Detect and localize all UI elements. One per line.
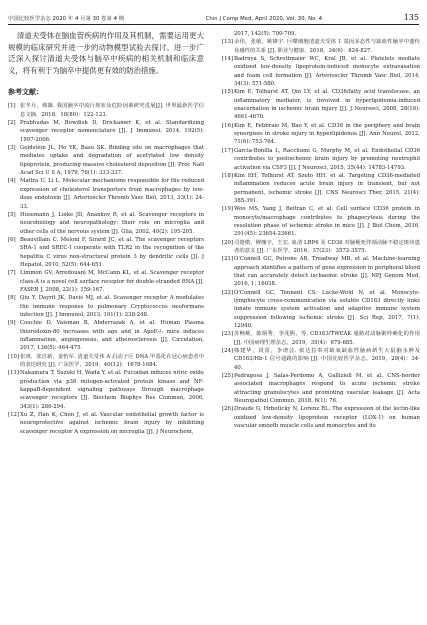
reference-number: [10] <box>8 353 19 360</box>
reference-number: [16] <box>222 122 233 129</box>
reference-text: Prabhudas M, Bowdish D, Drickamer K, et al. Standardizing scavenger receptor nomenclature [J]. J Immunol, 2014, 192(5): 1997-2006. <box>20 120 204 143</box>
reference-number: [7] <box>8 270 16 277</box>
reference-text: Couchie D, Vaisman B, Abderrazak A, et al. Human Plasma thioredoxin-80 increases with age and in ApoE-/- mice induces inflammation, angiogenesis, and atherosclerosis [J]. Circulation, 2017, 136(5): 464-475. <box>20 320 204 352</box>
reference-number: [14] <box>222 56 233 63</box>
reference-number: [21] <box>222 256 233 263</box>
reference-item <box>8 211 204 236</box>
reference-text: 苏畅桃，陈炳秀，李兆熙，等. CD163/TWEAK 通路对动脉粥样硬化的作用 [J]. 中国病理生理杂志，2019，35(4)：679-685. <box>234 331 420 346</box>
reference-number: [8] <box>8 295 16 302</box>
reference-text: Kim EH, Tolhurst AT, Szeto HH, et al. Targeting CD36-mediated inflammation reduces acute brain injury in transient, but not permanent, ischemic stroke [J]. CNS Neurosci Ther, 2015, 21(4): 385-391. <box>234 172 420 204</box>
reference-text: Husemann J, Loike JD, Anankov R, et al. Scavenger receptors in neurobiology and neuropathology: their role on microglia and other cells of the nervous system [J]. Glia, 2002, 40(2): 195-205. <box>20 211 204 235</box>
reference-item <box>222 347 420 372</box>
reference-text: 余伟，张敏，姚锋宇. 巨噬细胞清道夫受体 1 基因多态性与缺血性脑卒中遗传易感性的关系 [J]. 职业与健康，2018，34(6)：824-827. <box>234 39 420 54</box>
journal-title-cn: 中国比较医学杂志 2020 年 4 月第 30 卷第 4 期 <box>8 16 125 22</box>
reference-number: [22] <box>222 289 233 296</box>
reference-number: [11] <box>8 370 19 377</box>
reference-item <box>8 369 204 411</box>
reference-item <box>8 119 204 144</box>
reference-text: Qiu Y, Dayrit JK, Davis MJ, et al. Scavenger receptor A modulates the immune response to pulmonary Cryptococcus neoformans infection [J]. J Immunol, 2013, 191(1): 238-248. <box>20 295 204 318</box>
reference-text: 张冬月，韩薇. 我国脑卒中流行现状及危险因素研究进展[J]. 世界最新医学信息文摘，2018，18(80)：122-123. <box>20 103 204 118</box>
running-header <box>8 8 419 25</box>
reference-item <box>222 239 420 256</box>
reference-item <box>8 102 204 119</box>
reference-text: Kim E, Tolhurst AT, Qin LY, et al. CD36/fatty acid translocase, an inflammatory mediator, is involved in hyperlipidemia-induced exacerbation in ischemic brain injury [J]. J Neurosci, 2008, 28(18): 4661-4670. <box>234 89 420 121</box>
page-number: 135 <box>403 13 419 22</box>
reference-number: [26] <box>222 406 233 413</box>
reference-list-left <box>8 102 204 436</box>
reference-item <box>8 269 204 294</box>
reference-number: [12] <box>8 412 19 419</box>
reference-number: [17] <box>222 147 233 154</box>
reference-item <box>222 172 420 205</box>
journal-title-en: Chin J Comp Med, April 2020, Vol. 30, No. 4 <box>205 16 323 22</box>
reference-number: [3] <box>8 145 16 152</box>
reference-item <box>8 236 204 269</box>
reference-item <box>222 30 420 38</box>
reference-text: 张靖，张自新，姜怡军. 清道夫受体 A 启动子区 DNA 甲基化在冠心病患者中的表达研究 [J]. 广东医学，2019，40(12)：1678-1684. <box>20 353 204 369</box>
reference-number: [4] <box>8 178 16 185</box>
reference-item <box>222 122 420 147</box>
reference-item <box>8 294 204 319</box>
reference-text: Beauvillain C, Meloni F, Sirard JC, et al. The scavenger receptors SRA-1 and SREC-I cooperate with TLR2 in the recognition of the hepatitis C virus non-structural protein 3 by dendritic cells [J]. J Hepatol, 2010, 52(5): 644-651. <box>20 236 204 268</box>
reference-text: 2017, 142(5): 700-709. <box>234 31 297 37</box>
reference-number: [15] <box>222 89 233 96</box>
reference-item <box>222 289 420 331</box>
right-column <box>222 30 420 621</box>
reference-number: [19] <box>222 206 233 213</box>
reference-text: O'Connell GC, Tennant CS, Lucke-Wold N, et al. Monocyte-lymphocyte cross-communication via soluble CD163 directly links innate immune system activation and adaptive immune system suppression following ischemic stroke [J]. Sci Rep, 2017, 7(1): 12940. <box>234 289 420 330</box>
reference-number: [23] <box>222 331 233 338</box>
reference-text: Kim E, Febbraio M, Bao Y, et al. CD36 in the periphery and brain synergizes in stroke injury in hyperlipidemia [J]. Ann Neurol, 2012, 71(6): 753-764. <box>234 122 420 146</box>
reference-number: [18] <box>222 172 233 179</box>
reference-text: Garcia-Bonilla L, Racchumi G, Murphy M, et al. Endothelial CD36 contributes to postischemic brain injury by promoting neutrophil activation via CSF3 [J]. J Neurosci, 2015, 35(44): 14783-14793. <box>234 147 420 171</box>
reference-text: 韩建华，段雷，李谱芸. 依达拉奉对缺氧缺血性脑病新生大鼠脑水肿及 CD163/Hb-1 信号通路的影响 [J]. 中国比较医学杂志，2019，29(4)：34-40. <box>234 348 420 371</box>
reference-item <box>8 411 204 436</box>
left-column <box>8 30 204 621</box>
reference-text: Nakamura T, Suzuki H, Wada Y, et al. Fucoidan induces nitric oxide production via p38 mitogen-activated protein kinase and NF-kappaB-dependent signaling pathways through macrophage scavenger receptors [J]. Biochem Biophys Res Commun, 2006, 343(1): 286-294. <box>20 370 204 410</box>
reference-text: O'Connell GC, Petrone AB, Treadway MB, et al. Machine-learning approach identifies a pattern of gene expression in peripheral blood that can accurately detect ischaemic stroke [J]. NPJ Genom Med, 2016, 1: 16038. <box>234 256 420 288</box>
reference-list-right <box>222 30 420 431</box>
reference-number: [2] <box>8 120 16 127</box>
reference-item <box>222 405 420 430</box>
reference-number: [5] <box>8 211 16 218</box>
reference-item <box>222 55 420 88</box>
reference-item <box>222 147 420 172</box>
reference-item <box>222 372 420 405</box>
reference-text: 司楚楷，穆瑰宇，王宏. 血清 LRP6 及 CD36 对脑梗死伴颈动脉不稳定斑块患者的意义 [J]. 广东医学，2016，37(23)：3572-3575. <box>234 239 420 254</box>
reference-item <box>222 88 420 121</box>
references-heading: 参考文献： <box>8 88 43 97</box>
reference-number: [9] <box>8 320 16 327</box>
reference-number: [20] <box>222 239 233 246</box>
reference-item <box>222 330 420 347</box>
reference-item <box>8 177 204 210</box>
reference-number: [6] <box>8 236 16 243</box>
reference-item <box>8 353 204 370</box>
reference-text: Limmon GV, Arredouani M, McCann KL, et al. Scavenger receptor class-A is a novel cell surface receptor for double-stranded RNA [J]. FASEB J, 2008, 22(1): 159-167. <box>20 270 204 293</box>
reference-item <box>8 144 204 177</box>
reference-item <box>8 319 204 352</box>
reference-number: [1] <box>8 103 16 110</box>
reference-text: Draude G, Hrboticky N, Lorenz RL. The expression of the lectin-like oxidized low-density lipoprotein receptor (LOX-1) on human vascular smooth muscle cells and monocytes and its <box>234 406 420 430</box>
reference-number: [24] <box>222 348 233 355</box>
reference-text: Goldstein JL, Ho YK, Basu SK. Binding site on macrophages that mediates uptake and degradation of acetylated low density lipoprotein, producing massive cholesterol deposition [J]. Proc Natl Acad Sci U S A, 1979, 76(1): 333-337. <box>20 145 204 177</box>
reference-number: [25] <box>222 373 233 380</box>
reference-text: Maitra U, Li L. Molecular mechanisms responsible for the reduced expression of cholesterol transporters from macrophages by low-dose endotoxin [J]. Arterioscler Thromb Vasc Biol, 2013, 33(1): 24-33. <box>20 178 204 210</box>
reference-item <box>222 255 420 288</box>
reference-text: Xu Z, Han K, Chen J, et al. Vascular endothelial growth factor is neuroprotective against ischemic brain injury by inhibiting scavenger receptor A expression on microglia [J]. J Neurochem, <box>20 412 204 435</box>
reference-text: Badrnya S, Schrottmaier WC, Kral JB, et al. Platelets mediate oxidized low-density lipoprotein-induced monocyte extravasation and foam cell formation [J]. Arterioscler Thromb Vasc Biol, 2014, 34(3): 571-580. <box>234 56 420 88</box>
reference-text: Pedragosa J, Salas-Perdomo A, Gallizioli M, et al. CNS-border associated macrophages respond to acute ischemic stroke attracting granulocytes and promoting vascular leakage [J]. Acta Neuropathol Commun, 2018, 6(1): 76. <box>234 373 420 405</box>
reference-text: Woo MS, Yang J, Beltran C, et al. Cell surface CD36 protein in monocyte/macrophage contributes to phagocytosis during the resolution phase of ischemic stroke in mice [J]. J Biol Chem, 2016, 291(45): 23654-23661. <box>234 206 420 238</box>
reference-number: [13] <box>222 39 233 46</box>
body-paragraph: 清道夫受体在脑血管疾病的作用及其机制，需要运用更大规模的临床研究并进一步的动物模型试验去探讨。进一步广泛深入探讨清道夫受体与脑卒中疾病的相关机制和临床意义，将有利于为脑卒中提供更有效的防治措施。 <box>8 31 204 75</box>
reference-item <box>222 38 420 55</box>
reference-item <box>222 205 420 238</box>
